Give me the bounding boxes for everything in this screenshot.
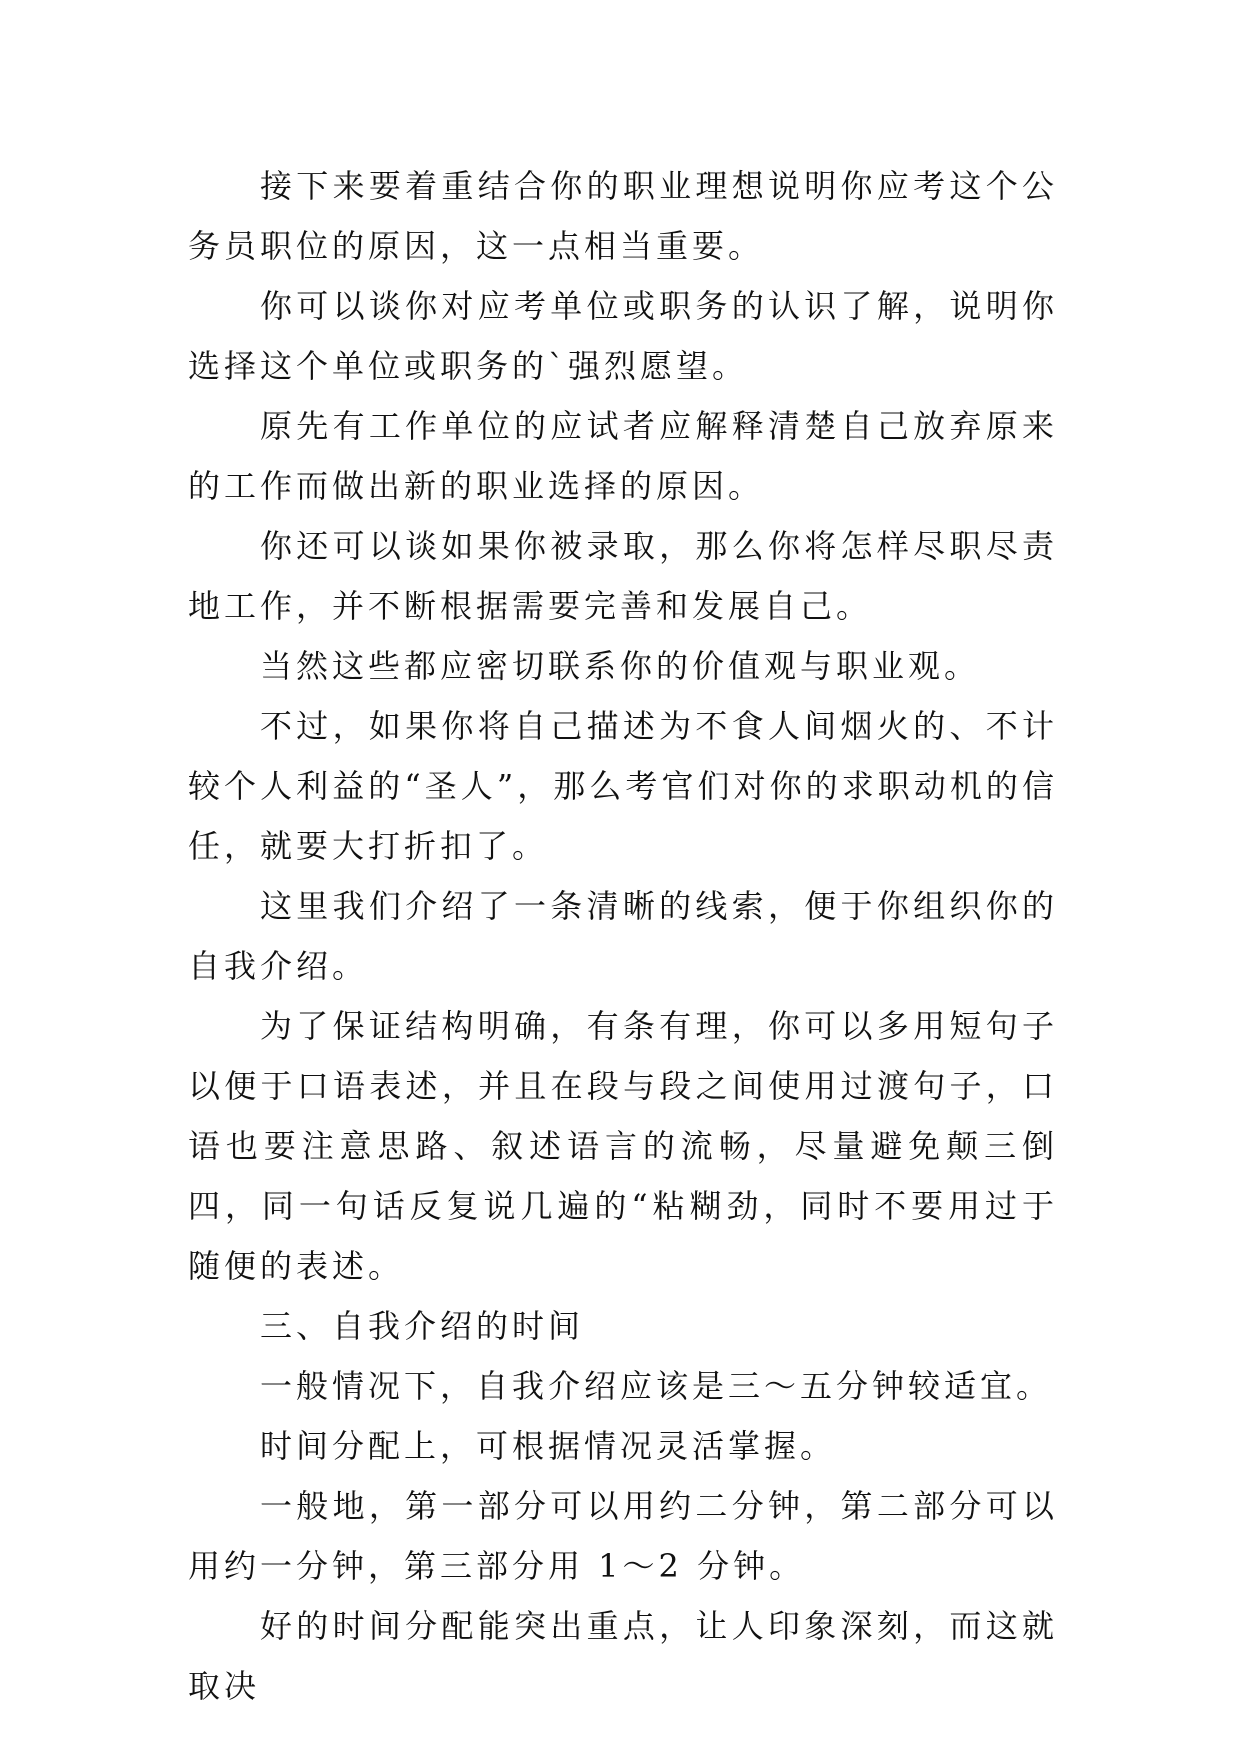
paragraph: 一般地，第一部分可以用约二分钟，第二部分可以用约一分钟，第三部分用 1～2 分钟。	[188, 1487, 1058, 1585]
paragraph: 你可以谈你对应考单位或职务的认识了解，说明你选择这个单位或职务的`强烈愿望。	[188, 287, 1058, 385]
paragraph: 不过，如果你将自己描述为不食人间烟火的、不计较个人利益的“圣人”，那么考官们对你的求职动机的信任，就要大打折扣了。	[188, 707, 1058, 865]
paragraph: 时间分配上，可根据情况灵活掌握。	[260, 1427, 837, 1465]
document-body	[188, 156, 1058, 1716]
paragraph: 原先有工作单位的应试者应解释清楚自己放弃原来的工作而做出新的职业选择的原因。	[188, 407, 1058, 505]
section-heading: 三、自我介绍的时间	[260, 1307, 585, 1345]
paragraph: 为了保证结构明确，有条有理，你可以多用短句子以便于口语表述，并且在段与段之间使用过渡句子，口语也要注意思路、叙述语言的流畅，尽量避免颠三倒四，同一句话反复说几遍的“粘糊劲，同时不要用过于随便的表述。	[188, 1007, 1058, 1285]
paragraph: 接下来要着重结合你的职业理想说明你应考这个公务员职位的原因，这一点相当重要。	[188, 167, 1058, 265]
paragraph: 当然这些都应密切联系你的价值观与职业观。	[260, 647, 981, 685]
paragraph: 一般情况下，自我介绍应该是三～五分钟较适宜。	[260, 1367, 1053, 1405]
paragraph: 你还可以谈如果你被录取，那么你将怎样尽职尽责地工作，并不断根据需要完善和发展自己。	[188, 527, 1058, 625]
paragraph: 这里我们介绍了一条清晰的线索，便于你组织你的自我介绍。	[188, 887, 1058, 985]
paragraph: 好的时间分配能突出重点，让人印象深刻，而这就取决	[188, 1607, 1058, 1705]
